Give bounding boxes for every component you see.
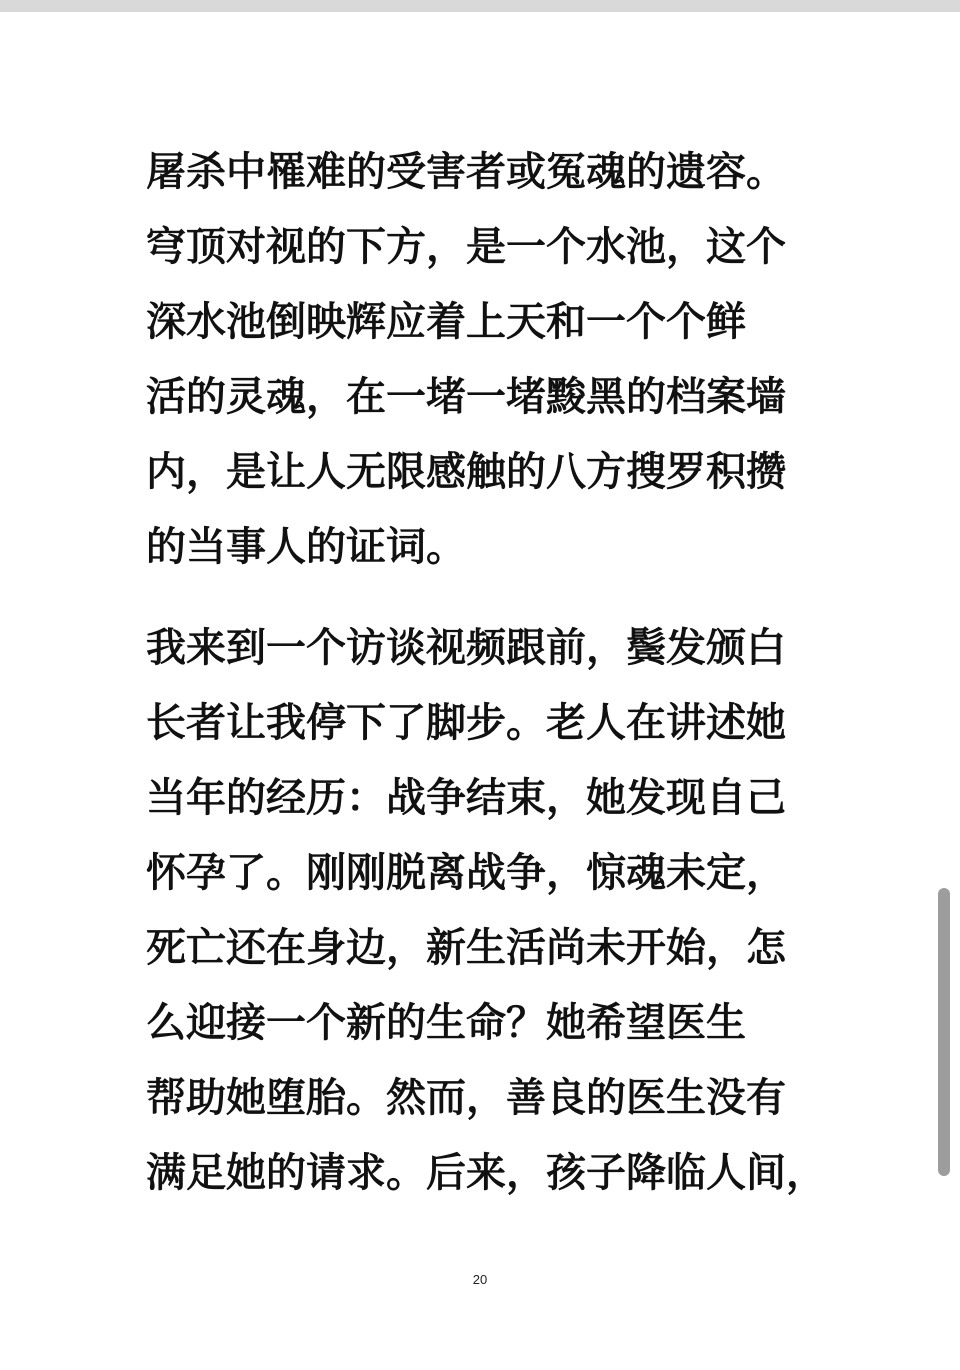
text-line: 长者让我停下了脚步。老人在讲述她 — [146, 700, 786, 746]
text-line: 的当事人的证词。 — [146, 524, 466, 570]
text-line: 活的灵魂，在一堵一堵黢黑的档案墙 — [146, 374, 786, 420]
text-line: 当年的经历：战争结束，她发现自己 — [146, 775, 786, 821]
text-line: 穹顶对视的下方，是一个水池，这个 — [146, 224, 786, 270]
text-line: 屠杀中罹难的受害者或冤魂的遗容。 — [146, 149, 786, 195]
text-line: 死亡还在身边，新生活尚未开始，怎 — [146, 925, 786, 971]
paragraph-spacing — [146, 585, 826, 611]
text-line: 么迎接一个新的生命？她希望医生 — [146, 1000, 746, 1046]
document-body — [146, 135, 826, 1211]
vertical-scrollbar[interactable] — [938, 888, 950, 1176]
top-border-bar — [0, 0, 960, 12]
text-line: 帮助她堕胎。然而，善良的医生没有 — [146, 1075, 786, 1121]
text-line: 深水池倒映辉应着上天和一个个鲜 — [146, 299, 746, 345]
text-line: 我来到一个访谈视频跟前，鬓发颁白 — [146, 625, 786, 671]
page-number: 20 — [472, 1272, 488, 1287]
paragraph-2 — [146, 611, 826, 1211]
paragraph-1 — [146, 135, 826, 585]
text-line: 怀孕了。刚刚脱离战争，惊魂未定， — [146, 850, 786, 896]
text-line: 内，是让人无限感触的八方搜罗积攒 — [146, 449, 786, 495]
text-line: 满足她的请求。后来，孩子降临人间， — [146, 1150, 826, 1196]
